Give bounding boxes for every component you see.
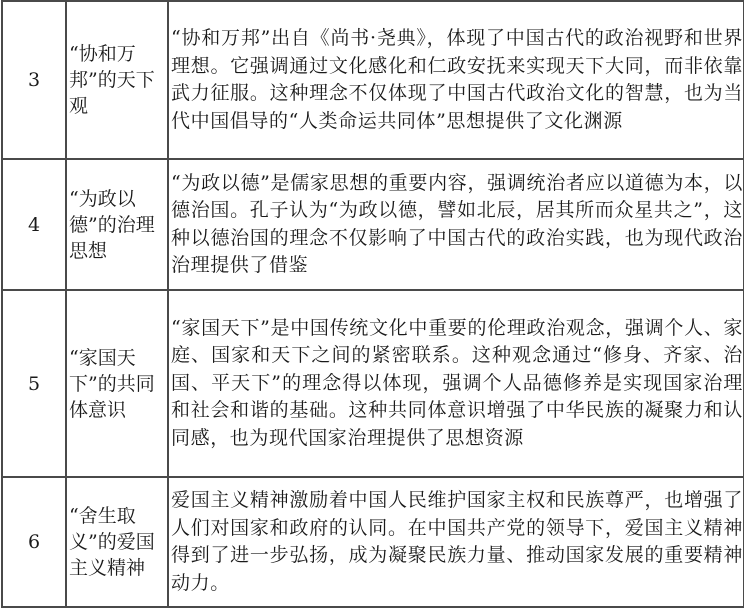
row-topic: “舍生取义”的爱国主义精神 <box>66 477 168 607</box>
row-number: 5 <box>2 290 66 477</box>
row-number: 3 <box>2 1 66 159</box>
row-topic: “为政以德”的治理思想 <box>66 159 168 290</box>
row-description: “家国天下”是中国传统文化中重要的伦理政治观念，强调个人、家庭、国家和天下之间的紧密联系。这种观念通过“修身、齐家、治国、平天下”的理念得以体现，强调个人品德修养是实现国家治理和社会和谐的基础。这种共同体意识增强了中华民族的凝聚力和认同感，也为现代国家治理提供了思想资源 <box>168 290 744 477</box>
table-row <box>2 1 744 159</box>
row-number: 6 <box>2 477 66 607</box>
content-table <box>1 0 744 608</box>
row-description: “为政以德”是儒家思想的重要内容，强调统治者应以道德为本，以德治国。孔子认为“为政以德，譬如北辰，居其所而众星共之”，这种以德治国的理念不仅影响了中国古代的政治实践，也为现代政治治理提供了借鉴 <box>168 159 744 290</box>
row-topic: “家国天下”的共同体意识 <box>66 290 168 477</box>
table-row <box>2 159 744 290</box>
row-description: “协和万邦”出自《尚书·尧典》，体现了中国古代的政治视野和世界理想。它强调通过文化感化和仁政安抚来实现天下大同，而非依靠武力征服。这种理念不仅体现了中国古代政治文化的智慧，也为当代中国倡导的“人类命运共同体”思想提供了文化渊源 <box>168 1 744 159</box>
row-number: 4 <box>2 159 66 290</box>
table-row <box>2 477 744 607</box>
table-row <box>2 290 744 477</box>
row-topic: “协和万邦”的天下观 <box>66 1 168 159</box>
row-description: 爱国主义精神激励着中国人民维护国家主权和民族尊严，也增强了人们对国家和政府的认同。在中国共产党的领导下，爱国主义精神得到了进一步弘扬，成为凝聚民族力量、推动国家发展的重要精神动力。 <box>168 477 744 607</box>
